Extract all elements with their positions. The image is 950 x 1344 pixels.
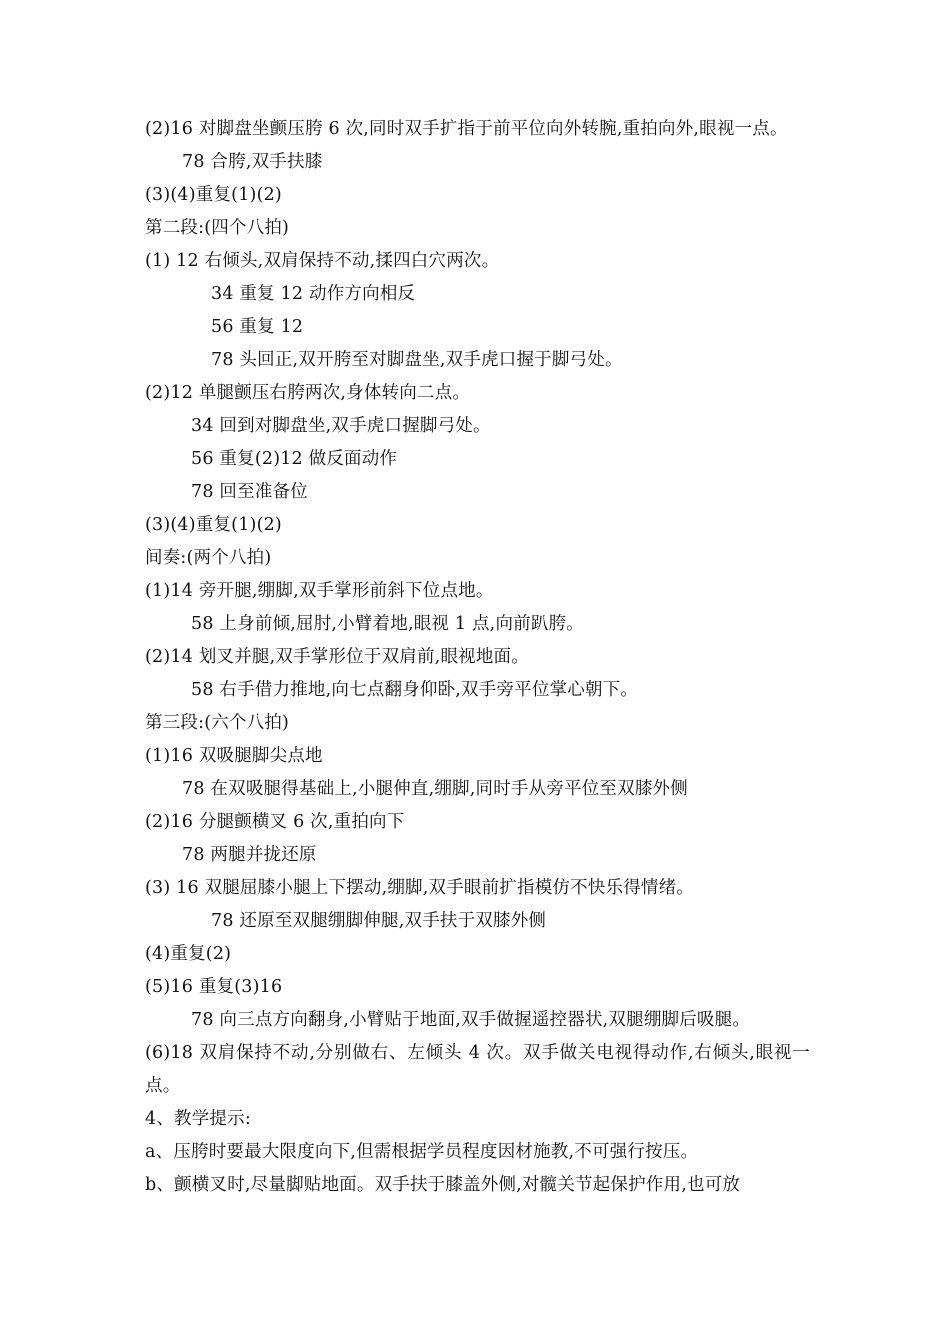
text-line: (3)(4)重复(1)(2) (145, 515, 282, 535)
text-line: (4)重复(2) (145, 944, 232, 964)
text-line: (6)18 双肩保持不动,分别做右、左倾头 4 次。双手做关电视得动作,右倾头,眼视一点。 (145, 1043, 810, 1096)
text-line: 4、教学提示: (145, 1109, 251, 1129)
text-line: (1)16 双吸腿脚尖点地 (145, 746, 323, 766)
text-line: 78 在双吸腿得基础上,小腿伸直,绷脚,同时手从旁平位至双膝外侧 (182, 779, 688, 799)
text-line: 56 重复 12 (211, 317, 304, 337)
text-line: 78 回至准备位 (191, 482, 308, 502)
text-line: 34 回到对脚盘坐,双手虎口握脚弓处。 (191, 416, 491, 436)
text-line: (1)14 旁开腿,绷脚,双手掌形前斜下位点地。 (145, 581, 494, 601)
text-line: 58 上身前倾,屈肘,小臂着地,眼视 1 点,向前趴胯。 (191, 614, 584, 634)
text-line: 间奏:(两个八拍) (145, 548, 272, 568)
text-line: 34 重复 12 动作方向相反 (211, 284, 416, 304)
text-line: (2)14 划叉并腿,双手掌形位于双肩前,眼视地面。 (145, 647, 529, 667)
text-line: 56 重复(2)12 做反面动作 (191, 449, 398, 469)
text-line: (2)16 分腿颤横叉 6 次,重拍向下 (145, 812, 405, 832)
text-line: (2)12 单腿颤压右胯两次,身体转向二点。 (145, 383, 471, 403)
document-body (145, 113, 810, 1202)
text-line: 78 头回正,双开胯至对脚盘坐,双手虎口握于脚弓处。 (211, 350, 623, 370)
text-line: 78 还原至双腿绷脚伸腿,双手扶于双膝外侧 (211, 911, 547, 931)
text-line: 第二段:(四个八拍) (145, 218, 290, 238)
text-line: (5)16 重复(3)16 (145, 977, 283, 997)
text-line: 78 两腿并拢还原 (182, 845, 317, 865)
text-line: 第三段:(六个八拍) (145, 713, 290, 733)
text-line: 78 向三点方向翻身,小臂贴于地面,双手做握遥控器状,双腿绷脚后吸腿。 (191, 1010, 751, 1030)
text-line: a、压胯时要最大限度向下,但需根据学员程度因材施教,不可强行按压。 (145, 1142, 699, 1162)
text-line: (3) 16 双腿屈膝小腿上下摆动,绷脚,双手眼前扩指模仿不快乐得情绪。 (145, 878, 695, 898)
text-line: b、颤横叉时,尽量脚贴地面。双手扶于膝盖外侧,对髋关节起保护作用,也可放 (145, 1175, 741, 1195)
text-line: (1) 12 右倾头,双肩保持不动,揉四白穴两次。 (145, 251, 500, 271)
text-line: (3)(4)重复(1)(2) (145, 185, 282, 205)
text-line: 58 右手借力推地,向七点翻身仰卧,双手旁平位掌心朝下。 (191, 680, 639, 700)
text-line: (2)16 对脚盘坐颤压胯 6 次,同时双手扩指于前平位向外转腕,重拍向外,眼视一点。 (145, 119, 788, 139)
text-line: 78 合胯,双手扶膝 (182, 152, 323, 172)
